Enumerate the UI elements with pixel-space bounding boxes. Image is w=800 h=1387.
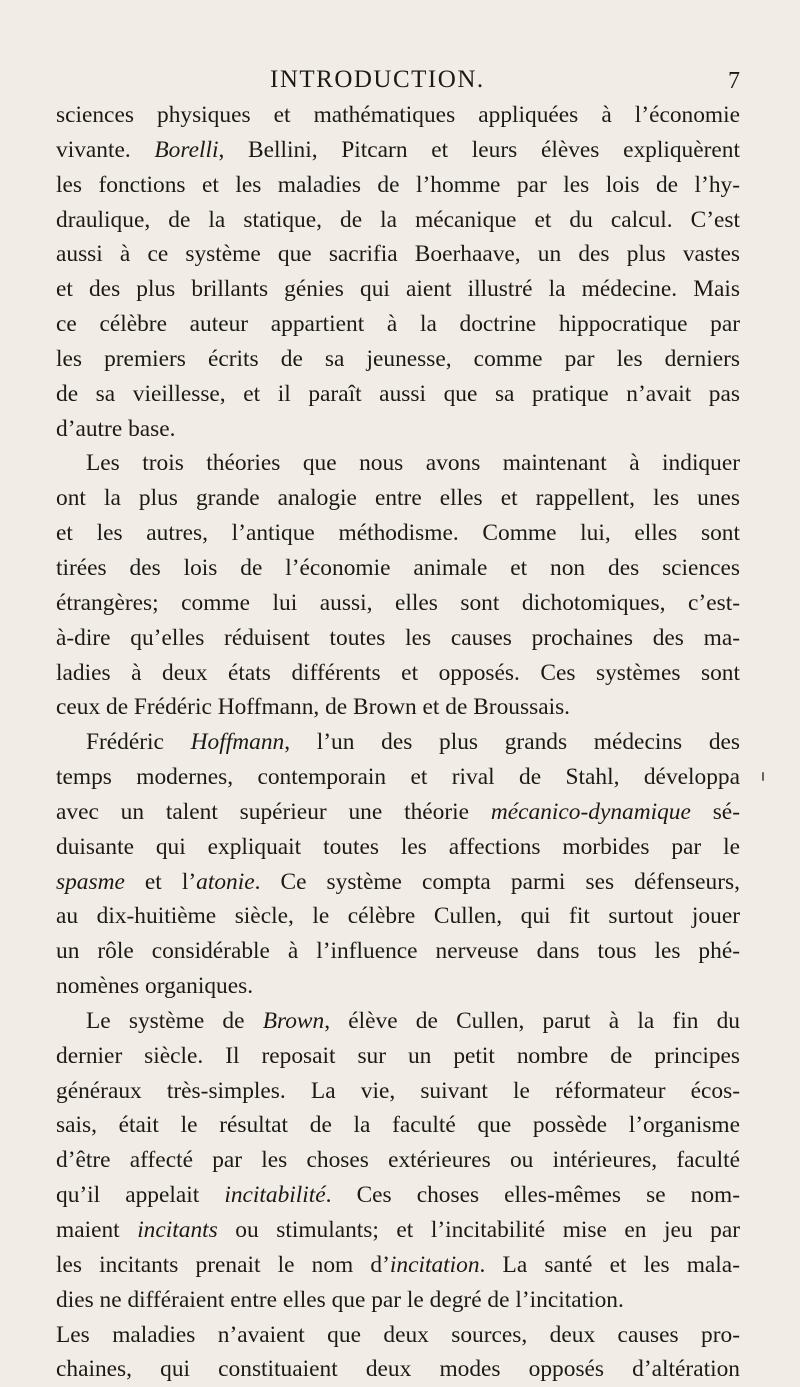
- italic-run: Brown: [262, 1007, 325, 1034]
- text-run: les premiers écrits de sa jeunesse, comme par les derniers: [56, 345, 740, 372]
- text-line: [56, 865, 740, 900]
- text-line: [56, 586, 740, 621]
- text-run: tirées des lois de l’économie animale et non des sciences: [56, 554, 740, 581]
- italic-run: atonie: [196, 868, 255, 895]
- text-line: [56, 725, 740, 760]
- text-run: au dix-huitième siècle, le célèbre Cullen, qui fit surtout jouer: [56, 903, 740, 930]
- text-run: d’être affecté par les choses extérieures ou intérieures, faculté: [56, 1147, 740, 1174]
- text-line: [56, 795, 740, 830]
- text-line: [56, 1108, 740, 1143]
- text-run: duisante qui expliquait toutes les affections morbides par le: [56, 833, 740, 860]
- running-title: INTRODUCTION.: [270, 66, 485, 93]
- text-run: sais, était le résultat de la faculté que possède l’organisme: [56, 1112, 740, 1139]
- text-line: [56, 621, 740, 656]
- text-run: étrangères; comme lui aussi, elles sont dichotomiques, c’est-: [56, 589, 740, 616]
- italic-run: incitation: [389, 1251, 480, 1278]
- text-line: [56, 969, 740, 1004]
- text-line: [56, 516, 740, 551]
- text-line: [56, 377, 740, 412]
- text-run: Les maladies n’avaient que deux sources, deux causes pro-: [56, 1321, 740, 1348]
- text-run: , Bellini, Pitcarn et leurs élèves expliquèrent: [218, 136, 740, 163]
- margin-speck: [762, 772, 764, 781]
- text-run: draulique, de la statique, de la mécanique et du calcul. C’est: [56, 206, 740, 233]
- text-run: ceux de Frédéric Hoffmann, de Brown et de Broussais.: [56, 694, 571, 721]
- text-run: sciences physiques et mathématiques appliquées à l’économie: [56, 102, 740, 128]
- text-run: dies ne différaient entre elles que par le degré de l’incitation.: [56, 1286, 624, 1313]
- text-line: [56, 551, 740, 586]
- text-run: Les trois théories que nous avons maintenant à indiquer: [86, 450, 740, 477]
- text-run: de sa vieillesse, et il paraît aussi que sa pratique n’avait pas: [56, 380, 740, 407]
- text-run: Frédéric: [86, 729, 191, 756]
- text-run: sé-: [690, 798, 740, 825]
- text-line: [56, 1074, 740, 1109]
- text-line: [56, 690, 740, 725]
- text-line: [56, 1143, 740, 1178]
- text-run: qu’il appelait: [56, 1182, 225, 1209]
- text-run: dernier siècle. Il reposait sur un petit nombre de principes: [56, 1042, 740, 1069]
- italic-run: Borelli: [154, 136, 219, 163]
- text-line: [56, 760, 740, 795]
- text-line: [56, 1318, 740, 1353]
- text-run: et l’: [124, 868, 197, 895]
- text-run: maient: [56, 1217, 138, 1243]
- text-line: [56, 1004, 740, 1039]
- text-run: d’autre base.: [56, 415, 176, 442]
- text-line: [56, 307, 740, 342]
- text-line: [56, 1248, 740, 1283]
- text-run: . Ces choses elles-mêmes se nom-: [325, 1182, 740, 1209]
- text-run: chaines, qui constituaient deux modes opposés d’altération: [56, 1356, 740, 1383]
- text-run: nomènes organiques.: [56, 973, 254, 1000]
- italic-run: mécanico-dynamique: [490, 798, 691, 825]
- text-run: les fonctions et les maladies de l’homme par les lois de l’hy-: [56, 171, 740, 198]
- italic-run: incitabilité: [224, 1182, 326, 1209]
- text-run: les incitants prenait le nom d’: [56, 1251, 390, 1278]
- page-number: 7: [728, 68, 740, 94]
- text-line: [56, 446, 740, 481]
- text-run: avec un talent supérieur une théorie: [56, 798, 491, 825]
- text-line: [56, 412, 740, 447]
- text-line: [56, 1283, 740, 1318]
- text-run: . La santé et les mala-: [479, 1251, 740, 1278]
- text-line: [56, 481, 740, 516]
- text-run: un rôle considérable à l’influence nerveuse dans tous les phé-: [56, 938, 740, 965]
- text-line: [56, 1039, 740, 1074]
- text-line: [56, 133, 740, 168]
- text-run: vivante.: [56, 136, 155, 163]
- text-run: Le système de: [86, 1007, 263, 1034]
- italic-run: spasme: [56, 868, 125, 895]
- italic-run: incitants: [137, 1217, 218, 1243]
- text-line: [56, 830, 740, 865]
- text-line: [56, 1178, 740, 1213]
- text-run: ladies à deux états différents et opposés. Ces systèmes sont: [56, 659, 740, 686]
- text-line: [56, 272, 740, 307]
- text-line: [56, 342, 740, 377]
- text-run: , l’un des plus grands médecins des: [284, 729, 741, 756]
- italic-run: Hoffmann: [190, 729, 285, 756]
- text-line: [56, 899, 740, 934]
- text-run: aussi à ce système que sacrifia Boerhaave, un des plus vastes: [56, 241, 740, 268]
- text-line: [56, 98, 740, 133]
- text-run: à-dire qu’elles réduisent toutes les causes prochaines des ma-: [56, 624, 740, 651]
- text-run: temps modernes, contemporain et rival de Stahl, développa: [56, 764, 740, 791]
- text-run: et des plus brillants génies qui aient illustré la médecine. Mais: [56, 276, 740, 303]
- text-line: [56, 203, 740, 238]
- text-run: et les autres, l’antique méthodisme. Comme lui, elles sont: [56, 520, 740, 547]
- text-run: . Ce système compta parmi ses défenseurs,: [254, 868, 740, 895]
- text-run: ou stimulants; et l’incitabilité mise en jeu par: [217, 1217, 740, 1243]
- text-line: [56, 168, 740, 203]
- text-line: [56, 237, 740, 272]
- text-run: généraux très-simples. La vie, suivant le réformateur écos-: [56, 1077, 740, 1104]
- text-line: [56, 934, 740, 969]
- running-head: [40, 66, 740, 96]
- body-text: [56, 98, 740, 1387]
- text-run: ce célèbre auteur appartient à la doctrine hippocratique par: [56, 311, 740, 338]
- text-run: , élève de Cullen, parut à la fin du: [324, 1007, 740, 1034]
- text-line: [56, 656, 740, 691]
- text-line: [56, 1352, 740, 1387]
- text-line: [56, 1213, 740, 1248]
- text-run: ont la plus grande analogie entre elles et rappellent, les unes: [56, 485, 740, 512]
